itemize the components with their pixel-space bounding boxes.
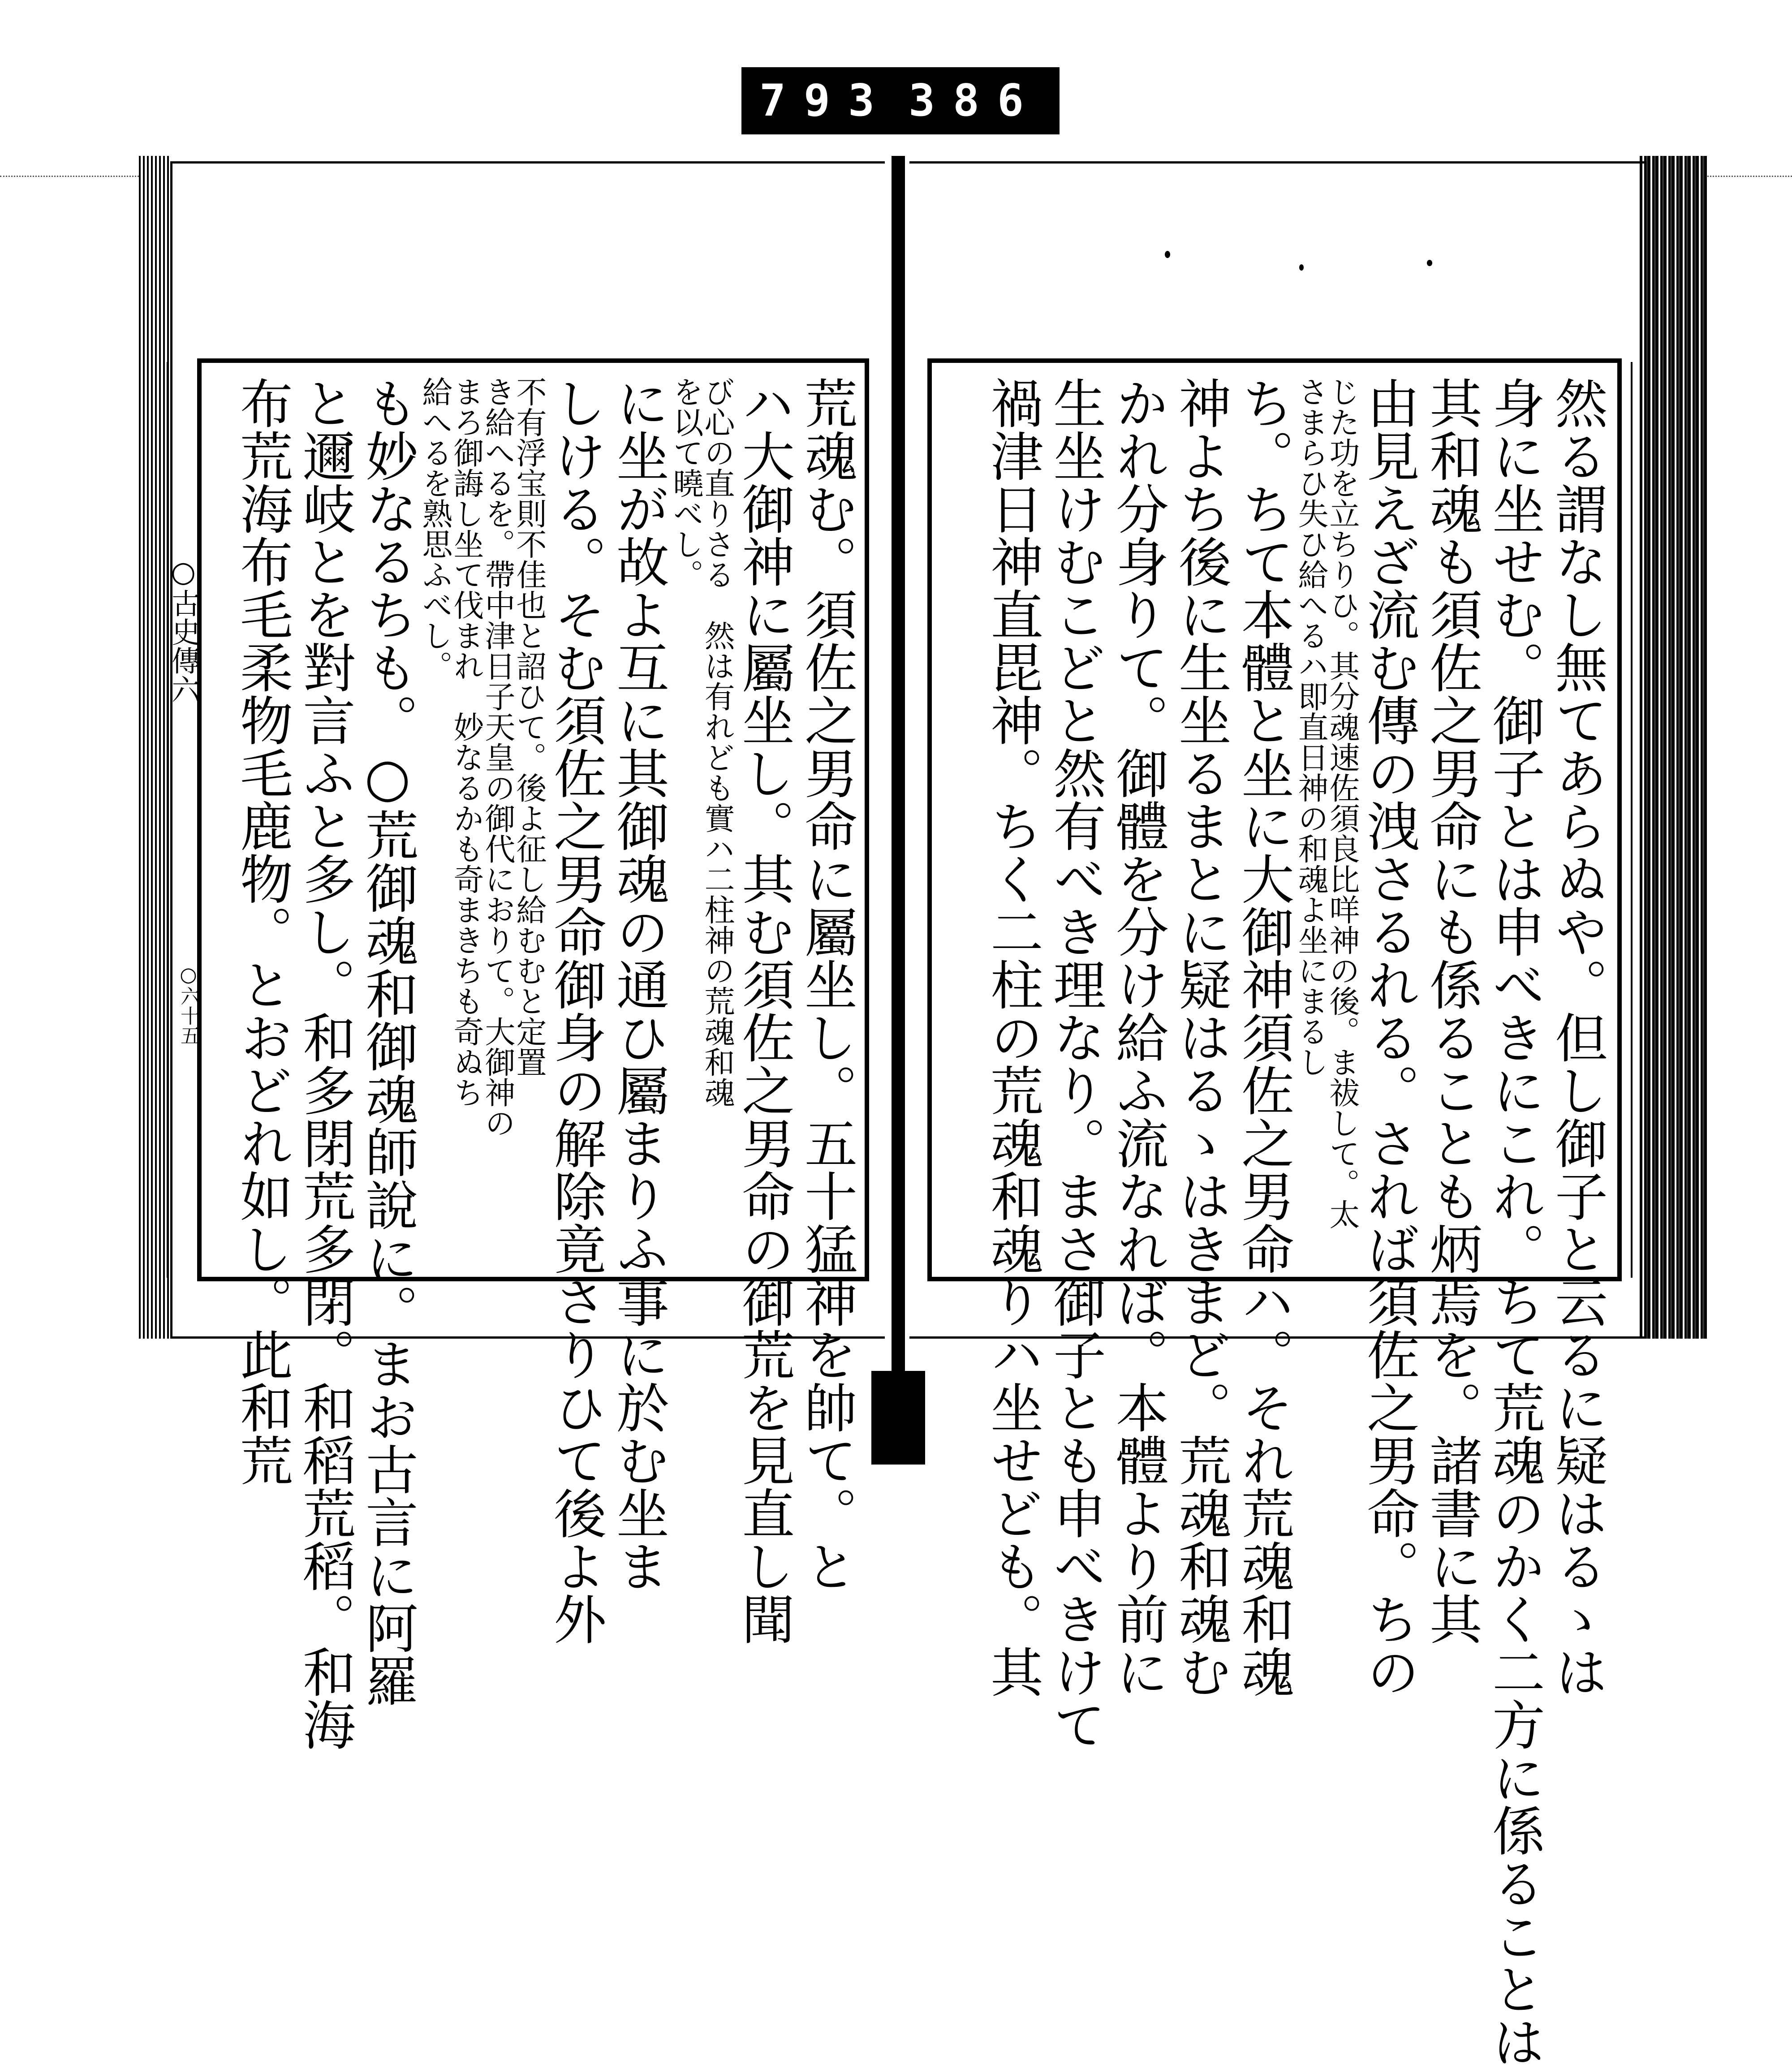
margin-page-number: ○六十五 [177, 963, 200, 1045]
text-column: ち。ちて本體と坐に大御神須佐之男命ハ。それ荒魂和魂 [1232, 376, 1294, 1698]
annotation-column: まろ御誨し坐て伐まれ 妙なるかも奇まきちも奇ぬち [448, 376, 484, 1107]
annotation-column: 給へるを熟思ふべし。 [417, 376, 452, 681]
left-margin-rule [167, 362, 168, 1278]
annotation-column: び心の直りさる 然は有れども實ハ二柱神の荒魂和魂 [699, 376, 735, 1107]
text-column: も妙なるちも。○荒御魂和御魂師說に。まお古言に阿羅 [357, 376, 418, 1707]
text-column: ハ大御神に屬坐し。其む須佐之男命の御荒を見直し聞 [733, 376, 795, 1645]
left-page-edge [139, 156, 170, 1339]
book-spine [892, 156, 905, 1446]
catalog-number-label [741, 67, 1060, 134]
text-column: 荒魂む。須佐之男命に屬坐し。五十猛神を帥て。と [796, 376, 857, 1592]
annotation-column: じた功を立ちりひ。其分魂速佐須良比咩神の後。ま祓して。太 [1324, 376, 1360, 1229]
catalog-number-right: 386 [908, 75, 1042, 126]
annotation-column: さまらひ失ひ給へるハ即直日神の和魂よ坐にまるし [1293, 376, 1328, 1077]
right-page-edge [1640, 156, 1707, 1339]
text-column: 生坐けむこどと然有べき理なり。まさ御子とも申べきけて [1044, 376, 1106, 1751]
text-column: 然る謂なし無てあらぬや。但し御子と云るに疑はるゝは [1546, 376, 1608, 1698]
right-margin-rule [1631, 362, 1633, 1278]
text-column: 布荒海布毛柔物毛鹿物。とおどれ如し。此和荒 [231, 376, 293, 1486]
text-column: と邇岐とを對言ふと多し。和多閉荒多閉。和稻荒稻。和海 [294, 376, 356, 1751]
text-column: 其和魂も須佐之男命にも係ることも炳焉を。諸書に其 [1421, 376, 1482, 1645]
text-column: 神よち後に生坐るまとに疑はるゝはきまど。荒魂和魂む [1170, 376, 1232, 1698]
annotation-column: を以て曉べし。 [668, 376, 703, 590]
text-column: に坐が故よ互に其御魂の通ひ屬まりふ事に於む坐ま [607, 376, 669, 1592]
book-spine-foot [871, 1371, 925, 1465]
catalog-number-left: 793 [759, 75, 893, 126]
ink-speck [1299, 264, 1304, 271]
margin-book-title: ○古史傳六 [167, 556, 200, 703]
annotation-column: 不有浮宝則不佳也と詔ひて。後よ征し給むむと定置 [511, 376, 547, 1077]
text-column: しける。そむ須佐之男命御身の解除竟さりひて後よ外 [545, 376, 607, 1645]
annotation-column: き給へるを。帶中津日子天皇の御代におりて。大御神の [480, 376, 515, 1138]
text-column: かれ分身りて。御體を分け給ふ流なれば。本體より前に [1107, 376, 1169, 1698]
ink-speck [1165, 251, 1170, 258]
text-column: 由見えざ流む傳の洩さるれる。されば須佐之男命。ちの [1358, 376, 1420, 1698]
text-column: 禍津日神直毘神。ちく二柱の荒魂和魂りハ坐せども。其 [982, 376, 1043, 1698]
ink-speck [1427, 260, 1432, 266]
text-column: 身に坐せむ。御子とは申べきにこれ。ちて荒魂のかく二方に係ることは [1483, 376, 1545, 2068]
